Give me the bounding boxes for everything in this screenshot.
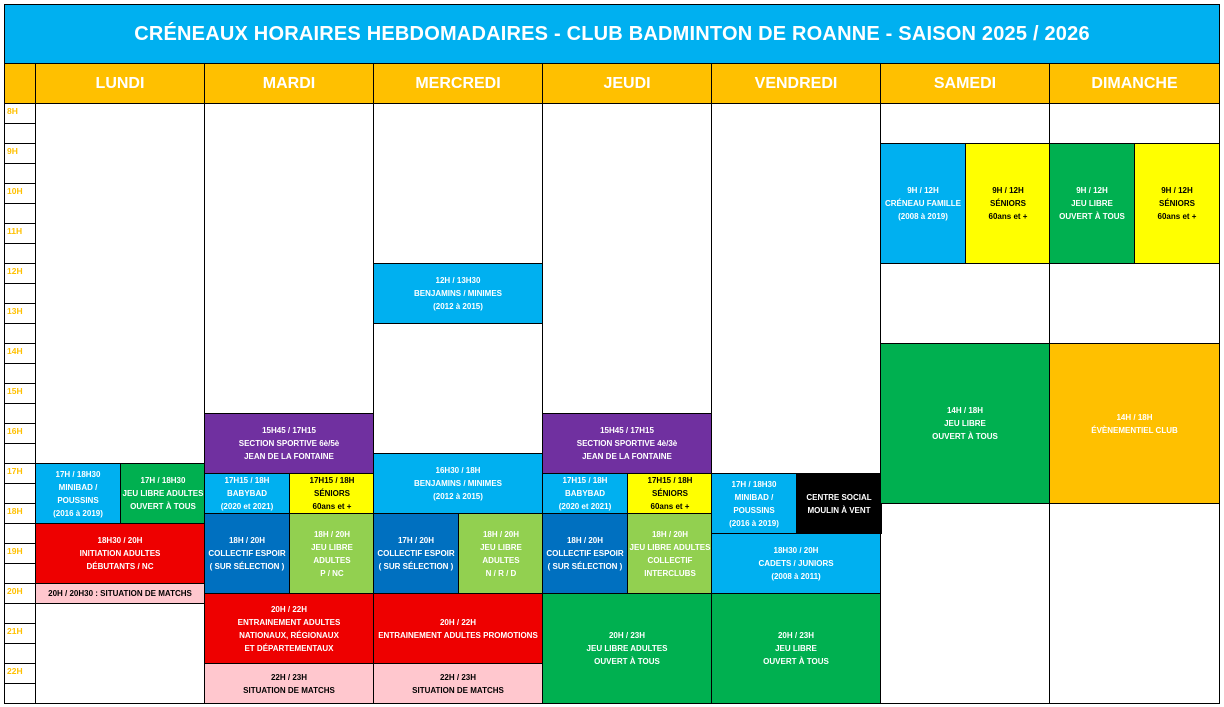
slot-samedi-seniors bbox=[965, 143, 1051, 264]
slot-line: 14H / 18H bbox=[946, 406, 984, 415]
slot-line: N / R / D bbox=[485, 568, 517, 578]
slot-line: OUVERT À TOUS bbox=[1059, 212, 1125, 221]
half-hour-row bbox=[4, 443, 36, 464]
slot-line: 14H / 18H bbox=[1116, 412, 1153, 422]
slot-mercredi-situation-matchs bbox=[373, 663, 543, 704]
slot-lundi-initiation bbox=[35, 523, 205, 584]
slot-line: (2016 à 2019) bbox=[729, 518, 779, 528]
slot-line: MINIBAD / bbox=[58, 482, 98, 492]
slot-mercredi-benjamins-midi bbox=[373, 263, 543, 324]
schedule-title: CRÉNEAUX HORAIRES HEBDOMADAIRES - CLUB BADMINTON DE ROANNE - SAISON 2025 / 2026 bbox=[4, 4, 1220, 64]
half-hour-row bbox=[4, 283, 36, 304]
slot-line: SÉNIORS bbox=[1158, 199, 1195, 208]
slot-line: 18H30 / 20H bbox=[97, 536, 143, 545]
half-hour-row bbox=[4, 123, 36, 144]
half-hour-row bbox=[4, 563, 36, 584]
slot-jeudi-collectif-interclubs bbox=[627, 513, 713, 594]
slot-vendredi-centre-social bbox=[796, 473, 882, 534]
slot-line: (2020 et 2021) bbox=[558, 502, 612, 511]
slot-line: (2008 à 2019) bbox=[898, 212, 948, 221]
day-header-vendredi: VENDREDI bbox=[711, 63, 881, 104]
half-hour-row bbox=[4, 203, 36, 224]
slot-line: JEU LIBRE bbox=[944, 419, 986, 428]
slot-line: 20H / 23H bbox=[608, 631, 646, 640]
slot-line: 18H / 20H bbox=[228, 536, 266, 545]
slot-line: SITUATION DE MATCHS bbox=[243, 685, 335, 695]
slot-line: BABYBAD bbox=[565, 489, 605, 498]
slot-line: P / NC bbox=[320, 568, 344, 578]
day-header-mercredi: MERCREDI bbox=[373, 63, 543, 104]
slot-line: ENTRAINEMENT ADULTES bbox=[237, 617, 341, 627]
slot-line: 17H15 / 18H bbox=[562, 476, 608, 485]
half-hour-row bbox=[4, 403, 36, 424]
slot-line: 22H / 23H bbox=[439, 672, 477, 682]
slot-line: OUVERT À TOUS bbox=[594, 657, 660, 666]
slot-line: JEU LIBRE bbox=[1071, 199, 1113, 208]
slot-line: 17H15 / 18H bbox=[309, 476, 355, 485]
hour-label-21h: 21H bbox=[4, 623, 36, 644]
slot-jeudi-jeu-libre bbox=[542, 593, 712, 704]
slot-mardi-seniors bbox=[289, 473, 375, 514]
slot-line: ET DÉPARTEMENTAUX bbox=[244, 643, 334, 653]
slot-line: POUSSINS bbox=[733, 505, 775, 515]
slot-line: 20H / 23H bbox=[777, 631, 815, 640]
slot-line: JEAN DE LA FONTAINE bbox=[582, 452, 672, 461]
slot-line: ( SUR SÉLECTION ) bbox=[547, 562, 623, 571]
half-hour-row bbox=[4, 323, 36, 344]
empty-slot bbox=[35, 603, 205, 704]
slot-line: JEU LIBRE ADULTES bbox=[586, 644, 668, 653]
slot-line: 17H15 / 18H bbox=[224, 476, 270, 485]
hour-label-11h: 11H bbox=[4, 223, 36, 244]
slot-line: OUVERT À TOUS bbox=[130, 502, 196, 511]
slot-line: 16H30 / 18H bbox=[435, 466, 481, 475]
slot-line: 60ans et + bbox=[988, 212, 1028, 221]
slot-line: 15H45 / 17H15 bbox=[600, 426, 654, 435]
empty-slot bbox=[880, 103, 1050, 144]
slot-line: COLLECTIF ESPOIR bbox=[546, 549, 624, 558]
slot-samedi-creneau-famille bbox=[880, 143, 966, 264]
day-header-lundi: LUNDI bbox=[35, 63, 205, 104]
empty-slot bbox=[542, 103, 712, 414]
slot-line: JEU LIBRE bbox=[775, 644, 817, 653]
slot-line: 20H / 20H30 : SITUATION DE MATCHS bbox=[48, 589, 192, 598]
slot-mercredi-collectif-espoir bbox=[373, 513, 459, 594]
slot-line: JEU LIBRE ADULTES bbox=[122, 489, 204, 498]
slot-line: 60ans et + bbox=[650, 502, 690, 511]
slot-line: NATIONAUX, RÉGIONAUX bbox=[239, 630, 339, 640]
slot-jeudi-seniors bbox=[627, 473, 713, 514]
slot-line: 60ans et + bbox=[312, 502, 352, 511]
hour-label-19h: 19H bbox=[4, 543, 36, 564]
slot-line: 9H / 12H bbox=[907, 186, 939, 195]
slot-line: 18H / 20H bbox=[482, 529, 520, 539]
slot-line: SITUATION DE MATCHS bbox=[412, 685, 504, 695]
slot-jeudi-section-sportive bbox=[542, 413, 712, 474]
slot-line: 17H / 20H bbox=[397, 536, 435, 545]
half-hour-row bbox=[4, 243, 36, 264]
slot-line: (2016 à 2019) bbox=[53, 508, 103, 518]
slot-line: ( SUR SÉLECTION ) bbox=[209, 562, 285, 571]
slot-mercredi-jeu-libre-nrd bbox=[458, 513, 544, 594]
half-hour-row bbox=[4, 643, 36, 664]
slot-jeudi-babybad bbox=[542, 473, 628, 514]
empty-slot bbox=[373, 323, 543, 454]
empty-slot bbox=[204, 103, 374, 414]
slot-mardi-entrainement bbox=[204, 593, 374, 664]
slot-line: 9H / 12H bbox=[992, 186, 1024, 195]
slot-samedi-jeu-libre bbox=[880, 343, 1050, 504]
slot-line: SÉNIORS bbox=[313, 489, 350, 498]
slot-line: 18H / 20H bbox=[313, 529, 351, 539]
half-hour-row bbox=[4, 523, 36, 544]
hour-label-8h: 8H bbox=[4, 103, 36, 124]
slot-line: INTERCLUBS bbox=[644, 568, 696, 578]
hour-label-18h: 18H bbox=[4, 503, 36, 524]
hour-label-22h: 22H bbox=[4, 663, 36, 684]
slot-line: CRÉNEAU FAMILLE bbox=[885, 199, 961, 208]
slot-line: ADULTES bbox=[313, 555, 351, 565]
slot-line: SÉNIORS bbox=[989, 199, 1026, 208]
slot-line: OUVERT À TOUS bbox=[932, 432, 998, 441]
slot-line: MINIBAD / bbox=[734, 492, 774, 502]
empty-slot bbox=[373, 103, 543, 264]
slot-line: ADULTES bbox=[482, 555, 520, 565]
hour-label-12h: 12H bbox=[4, 263, 36, 284]
slot-mardi-section-sportive bbox=[204, 413, 374, 474]
half-hour-row bbox=[4, 603, 36, 624]
slot-line: BABYBAD bbox=[227, 489, 267, 498]
slot-line: 18H30 / 20H bbox=[773, 546, 819, 555]
slot-jeudi-collectif-espoir bbox=[542, 513, 628, 594]
slot-line: 12H / 13H30 bbox=[435, 276, 481, 285]
slot-line: (2020 et 2021) bbox=[220, 502, 274, 511]
hour-label-15h: 15H bbox=[4, 383, 36, 404]
half-hour-row bbox=[4, 163, 36, 184]
slot-line: JEU LIBRE bbox=[480, 542, 522, 552]
slot-mardi-babybad bbox=[204, 473, 290, 514]
slot-line: 22H / 23H bbox=[270, 672, 308, 682]
slot-line: DÉBUTANTS / NC bbox=[86, 562, 154, 571]
slot-line: JEU LIBRE bbox=[311, 542, 353, 552]
hour-label-14h: 14H bbox=[4, 343, 36, 364]
half-hour-row bbox=[4, 363, 36, 384]
slot-line: SECTION SPORTIVE 4è/3è bbox=[576, 439, 678, 448]
slot-line: ÉVÈNEMENTIEL CLUB bbox=[1091, 425, 1178, 435]
slot-line: 9H / 12H bbox=[1161, 186, 1193, 195]
hour-label-17h: 17H bbox=[4, 463, 36, 484]
slot-line: ( SUR SÉLECTION ) bbox=[378, 562, 454, 571]
slot-dimanche-seniors bbox=[1134, 143, 1220, 264]
slot-mardi-situation-matchs bbox=[204, 663, 374, 704]
slot-line: ENTRAINEMENT ADULTES PROMOTIONS bbox=[378, 630, 538, 640]
slot-line: INITIATION ADULTES bbox=[79, 549, 161, 558]
slot-line: 17H / 18H30 bbox=[55, 469, 101, 479]
slot-line: 60ans et + bbox=[1157, 212, 1197, 221]
slot-line: CENTRE SOCIAL bbox=[806, 492, 872, 502]
empty-slot bbox=[880, 263, 1050, 344]
slot-lundi-situation-matchs bbox=[35, 583, 205, 604]
half-hour-row bbox=[4, 683, 36, 704]
slot-mardi-jeu-libre-pnc bbox=[289, 513, 375, 594]
slot-line: SECTION SPORTIVE 6è/5è bbox=[238, 439, 340, 448]
slot-vendredi-minibad bbox=[711, 473, 797, 534]
slot-line: COLLECTIF bbox=[647, 555, 693, 565]
hour-label-16h: 16H bbox=[4, 423, 36, 444]
slot-line: BENJAMINS / MINIMES bbox=[413, 289, 502, 298]
slot-lundi-jeu-libre bbox=[120, 463, 206, 524]
hour-label-13h: 13H bbox=[4, 303, 36, 324]
slot-line: 18H / 20H bbox=[566, 536, 604, 545]
slot-line: MOULIN À VENT bbox=[807, 505, 871, 515]
slot-vendredi-cadets-juniors bbox=[711, 533, 881, 594]
slot-vendredi-jeu-libre bbox=[711, 593, 881, 704]
slot-mercredi-benjamins-soir bbox=[373, 453, 543, 514]
hour-label-10h: 10H bbox=[4, 183, 36, 204]
slot-line: (2008 à 2011) bbox=[771, 572, 821, 581]
slot-line: OUVERT À TOUS bbox=[763, 657, 829, 666]
slot-lundi-minibad bbox=[35, 463, 121, 524]
empty-slot bbox=[1049, 263, 1220, 344]
empty-slot bbox=[711, 103, 881, 474]
slot-mardi-collectif-espoir bbox=[204, 513, 290, 594]
slot-mercredi-entrainement bbox=[373, 593, 543, 664]
day-header-mardi: MARDI bbox=[204, 63, 374, 104]
slot-line: (2012 à 2015) bbox=[433, 302, 483, 311]
day-header-jeudi: JEUDI bbox=[542, 63, 712, 104]
slot-line: 18H / 20H bbox=[651, 529, 689, 539]
slot-line: 17H / 18H30 bbox=[140, 476, 186, 485]
empty-slot bbox=[35, 103, 205, 464]
header-corner bbox=[4, 63, 36, 104]
day-header-samedi: SAMEDI bbox=[880, 63, 1050, 104]
slot-line: CADETS / JUNIORS bbox=[758, 559, 834, 568]
hour-label-9h: 9H bbox=[4, 143, 36, 164]
slot-dimanche-jeu-libre bbox=[1049, 143, 1135, 264]
slot-line: 17H15 / 18H bbox=[647, 476, 693, 485]
empty-slot bbox=[880, 503, 1050, 704]
empty-slot bbox=[1049, 503, 1220, 704]
slot-line: (2012 à 2015) bbox=[433, 492, 483, 501]
slot-dimanche-evenementiel bbox=[1049, 343, 1220, 504]
slot-line: SÉNIORS bbox=[651, 489, 688, 498]
hour-label-20h: 20H bbox=[4, 583, 36, 604]
slot-line: 9H / 12H bbox=[1076, 186, 1108, 195]
empty-slot bbox=[1049, 103, 1220, 144]
day-header-dimanche: DIMANCHE bbox=[1049, 63, 1220, 104]
slot-line: POUSSINS bbox=[57, 495, 99, 505]
slot-line: COLLECTIF ESPOIR bbox=[377, 549, 455, 558]
slot-line: JEU LIBRE ADULTES bbox=[629, 542, 711, 552]
half-hour-row bbox=[4, 483, 36, 504]
slot-line: 20H / 22H bbox=[270, 604, 308, 614]
slot-line: 20H / 22H bbox=[439, 617, 477, 627]
slot-line: 15H45 / 17H15 bbox=[262, 426, 316, 435]
slot-line: BENJAMINS / MINIMES bbox=[413, 479, 502, 488]
slot-line: 17H / 18H30 bbox=[731, 479, 777, 489]
slot-line: COLLECTIF ESPOIR bbox=[208, 549, 286, 558]
slot-line: JEAN DE LA FONTAINE bbox=[244, 452, 334, 461]
